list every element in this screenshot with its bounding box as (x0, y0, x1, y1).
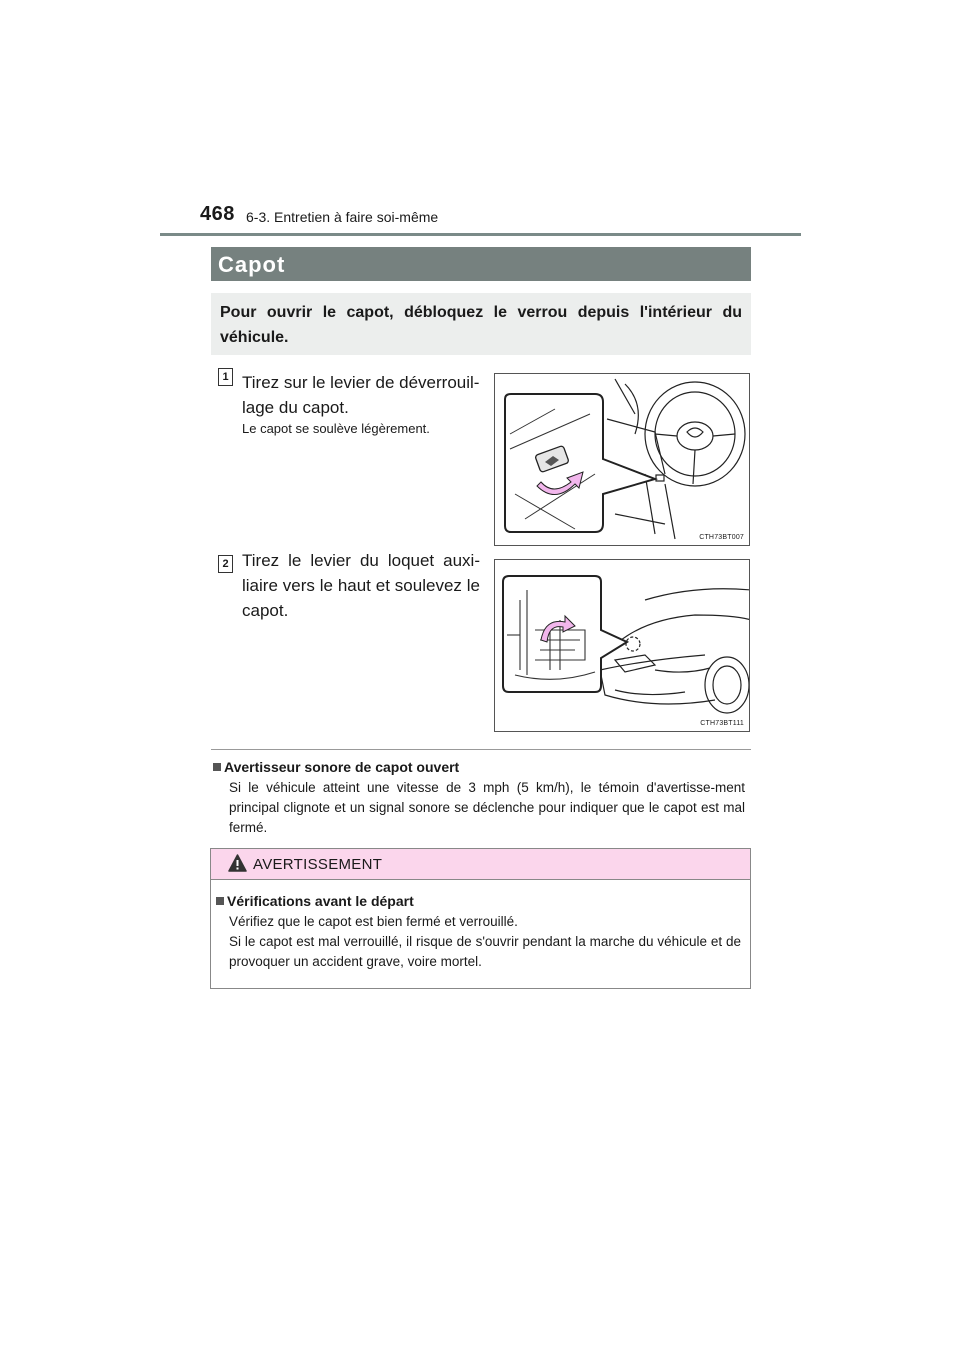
note-body: Si le véhicule atteint une vitesse de 3 mph (5 km/h), le témoin d'avertisse-ment principal clignote et un signal sonore se déclenche pour indiquer que le capot est mal fermé. (229, 780, 745, 835)
figure-code-2: CTH73BT111 (700, 720, 744, 727)
figure-code-1: CTH73BT007 (699, 534, 744, 541)
note-heading (213, 759, 459, 775)
warning-body: Vérifiez que le capot est bien fermé et verrouillé. Si le capot est mal verrouillé, il risque de s'ouvrir pendant la marche du véhicule et de provoquer un accident grave, voire mortel. (229, 914, 741, 969)
section-title-bar (211, 247, 751, 281)
header-rule (160, 233, 801, 236)
warning-triangle-icon (228, 854, 247, 872)
intro-text: Pour ouvrir le capot, débloquez le verrou depuis l'intérieur du véhicule. (220, 304, 742, 346)
section-reference: 6-3. Entretien à faire soi-même (246, 209, 439, 225)
figure-hood-release-lever (494, 373, 750, 546)
page-title: Capot (218, 252, 286, 277)
step-2-text: Tirez le levier du loquet auxi-liaire vers le haut et soulevez le capot. (242, 551, 480, 620)
step-number-1: 1 (218, 368, 233, 386)
page-number: 468 (200, 203, 235, 225)
warning-heading (216, 893, 414, 909)
step-1-text: Tirez sur le levier de déverrouil-lage du capot. (242, 373, 480, 417)
hood-release-lever-illustration (495, 374, 750, 546)
note-title: Avertisseur sonore de capot ouvert (224, 759, 460, 775)
warning-header (211, 849, 750, 880)
bullet-square-icon (216, 897, 224, 905)
warning-box (210, 848, 751, 989)
auxiliary-latch-illustration (495, 560, 750, 732)
intro-box (211, 293, 751, 355)
section-divider (211, 749, 751, 750)
bullet-square-icon (213, 763, 221, 771)
warning-title: Vérifications avant le départ (227, 893, 414, 909)
figure-auxiliary-latch (494, 559, 750, 732)
step-1-subtext: Le capot se soulève légèrement. (242, 421, 430, 436)
step-number-2: 2 (218, 555, 233, 573)
warning-label: AVERTISSEMENT (253, 856, 383, 873)
